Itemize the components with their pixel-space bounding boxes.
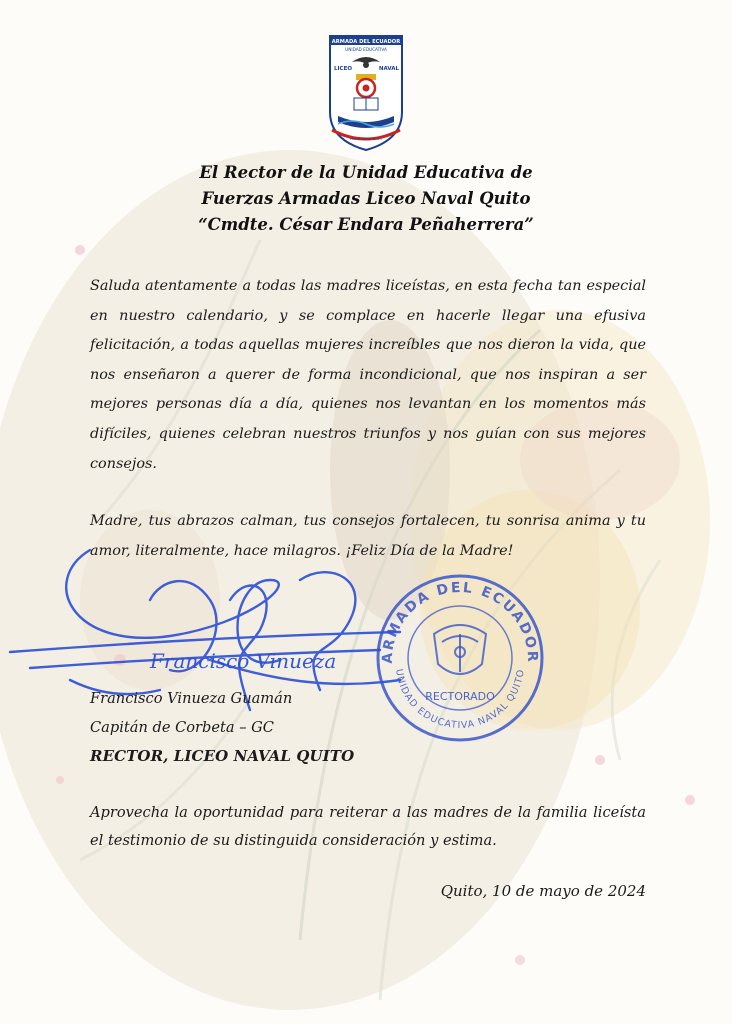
- svg-text:NAVAL: NAVAL: [378, 66, 400, 72]
- letter-date: Quito, 10 de mayo de 2024: [440, 882, 646, 900]
- title-line-2: Fuerzas Armadas Liceo Naval Quito: [201, 189, 531, 208]
- svg-text:ARMADA DEL ECUADOR: ARMADA DEL ECUADOR: [379, 579, 541, 664]
- signer-rank: Capitán de Corbeta – GC: [90, 719, 274, 736]
- school-crest-logo: [326, 32, 406, 152]
- mothers-day-paragraph: Madre, tus abrazos calman, tus consejos fortalecen, tu sonrisa anima y tu amor, literalmente, hace milagros. ¡Feliz Día de la Madre!: [90, 513, 646, 559]
- title-line-3: “Cmdte. César Endara Peñaherrera”: [198, 215, 534, 234]
- svg-text:UNIDAD EDUCATIVA NAVAL QUITO: UNIDAD EDUCATIVA NAVAL QUITO: [393, 668, 527, 732]
- signature-block: [90, 684, 354, 771]
- signer-name: Francisco Vinueza Guamán: [90, 690, 293, 707]
- signer-position: RECTOR, LICEO NAVAL QUITO: [90, 747, 355, 765]
- greeting-paragraph: Saluda atentamente a todas las madres liceístas, en esta fecha tan especial en nuestro calendario, y se complace en hacerle llegar una efusiva felicitación, a todas aquellas mujeres increíbles que nos dieron la vida, que nos enseñaron a querer de forma incondicional, que nos inspiran a ser mejores personas día a día, quienes nos levantan en los momentos más difíciles, quienes celebran nuestros triunfos y nos guían con sus mejores consejos.: [90, 278, 646, 472]
- svg-text:Francisco Vinueza: Francisco Vinueza: [150, 649, 337, 673]
- closing-paragraph: Aprovecha la oportunidad para reiterar a las madres de la familia liceísta el testimonio de su distinguida consideración y estima.: [90, 804, 646, 849]
- svg-text:RECTORADO: RECTORADO: [425, 690, 495, 703]
- svg-text:LICEO: LICEO: [333, 66, 353, 72]
- letter-title: [100, 160, 632, 238]
- svg-text:ARMADA DEL ECUADOR: ARMADA DEL ECUADOR: [331, 39, 401, 45]
- svg-text:UNIDAD EDUCATIVA: UNIDAD EDUCATIVA: [345, 47, 387, 52]
- title-line-1: El Rector de la Unidad Educativa de: [199, 163, 533, 182]
- svg-text:VIRTUS OMNIA VINCIT: VIRTUS OMNIA VINCIT: [349, 137, 383, 141]
